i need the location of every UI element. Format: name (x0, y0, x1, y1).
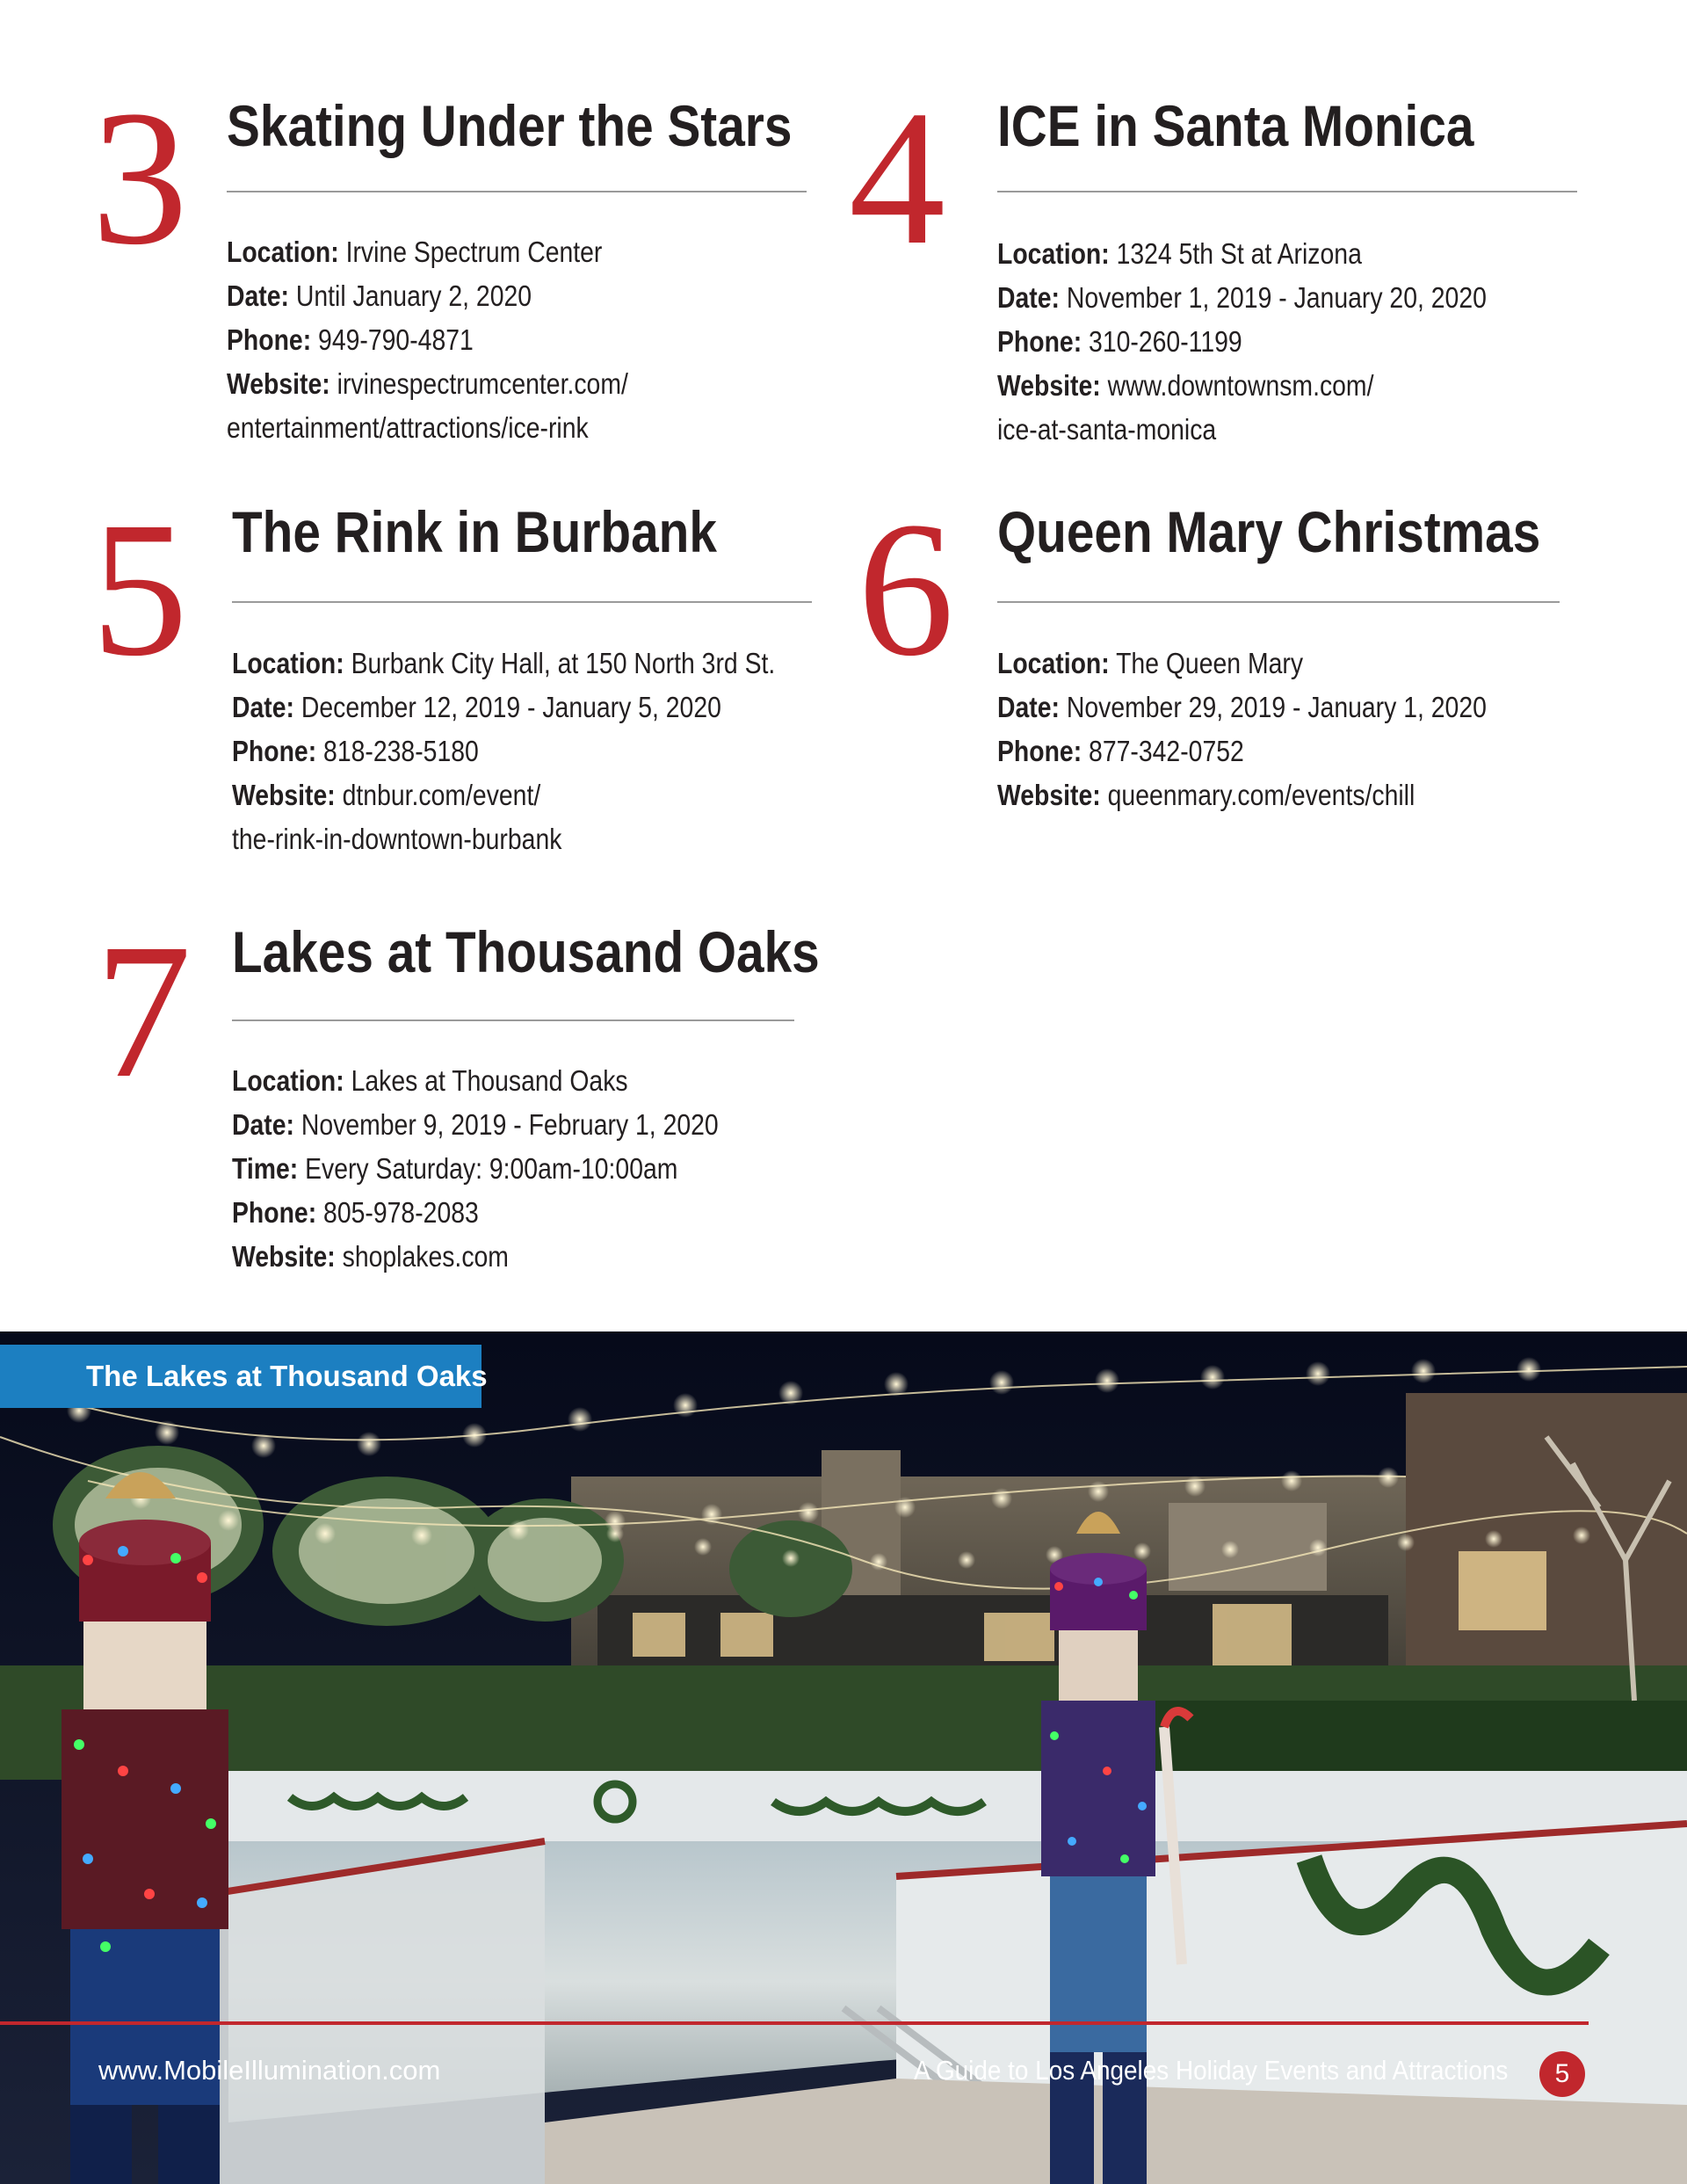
detail-date: Date: Until January 2, 2020 (227, 279, 532, 312)
detail-date: Date: November 1, 2019 - January 20, 2020 (997, 281, 1487, 314)
divider (232, 1019, 794, 1021)
detail-website-continued: the-rink-in-downtown-burbank (232, 823, 562, 855)
detail-phone: Phone: 818-238-5180 (232, 735, 479, 767)
detail-date: Date: November 29, 2019 - January 1, 2020 (997, 691, 1487, 723)
detail-time: Time: Every Saturday: 9:00am-10:00am (232, 1152, 678, 1185)
detail-website-continued: ice-at-santa-monica (997, 413, 1217, 446)
detail-website-continued: entertainment/attractions/ice-rink (227, 411, 589, 444)
entry-number: 3 (91, 70, 188, 285)
detail-phone: Phone: 949-790-4871 (227, 323, 474, 356)
detail-location: Location: Burbank City Hall, at 150 North 3rd St. (232, 647, 776, 679)
detail-website: Website: queenmary.com/events/chill (997, 779, 1415, 811)
divider (227, 191, 807, 192)
entry-details (997, 642, 1567, 817)
entry-details (227, 230, 693, 450)
entry-details (232, 642, 864, 861)
detail-website: Website: dtnbur.com/event/ (232, 779, 541, 811)
entry-number: 7 (95, 903, 192, 1118)
entry-number: 6 (858, 482, 954, 696)
detail-website: Website: irvinespectrumcenter.com/ (227, 367, 628, 400)
entry-title: Queen Mary Christmas (997, 499, 1541, 564)
detail-phone: Phone: 877-342-0752 (997, 735, 1244, 767)
entry-title: ICE in Santa Monica (997, 93, 1474, 158)
entry-title: Lakes at Thousand Oaks (232, 919, 820, 984)
entry-details (232, 1059, 798, 1279)
detail-location: Location: Lakes at Thousand Oaks (232, 1064, 628, 1097)
footer-guide-title: A Guide to Los Angeles Holiday Events and Attractions (913, 2055, 1508, 2086)
detail-date: Date: December 12, 2019 - January 5, 2020 (232, 691, 721, 723)
page-number: 5 (1539, 2051, 1585, 2097)
divider (997, 191, 1577, 192)
detail-website: Website: shoplakes.com (232, 1240, 509, 1273)
detail-location: Location: 1324 5th St at Arizona (997, 237, 1362, 270)
footer-divider (0, 2021, 1589, 2025)
divider (232, 601, 812, 603)
photo-caption: The Lakes at Thousand Oaks (0, 1345, 481, 1408)
entry-details (997, 232, 1567, 452)
entry-number: 5 (91, 482, 188, 696)
detail-phone: Phone: 805-978-2083 (232, 1196, 479, 1229)
footer-website: www.MobileIllumination.com (98, 2055, 441, 2086)
detail-date: Date: November 9, 2019 - February 1, 2020 (232, 1108, 719, 1141)
detail-phone: Phone: 310-260-1199 (997, 325, 1242, 358)
entry-title: Skating Under the Stars (227, 93, 793, 158)
detail-website: Website: www.downtownsm.com/ (997, 369, 1374, 402)
entry-title: The Rink in Burbank (232, 499, 717, 564)
divider (997, 601, 1560, 603)
detail-location: Location: Irvine Spectrum Center (227, 236, 603, 268)
detail-location: Location: The Queen Mary (997, 647, 1304, 679)
entry-number: 4 (849, 70, 945, 285)
